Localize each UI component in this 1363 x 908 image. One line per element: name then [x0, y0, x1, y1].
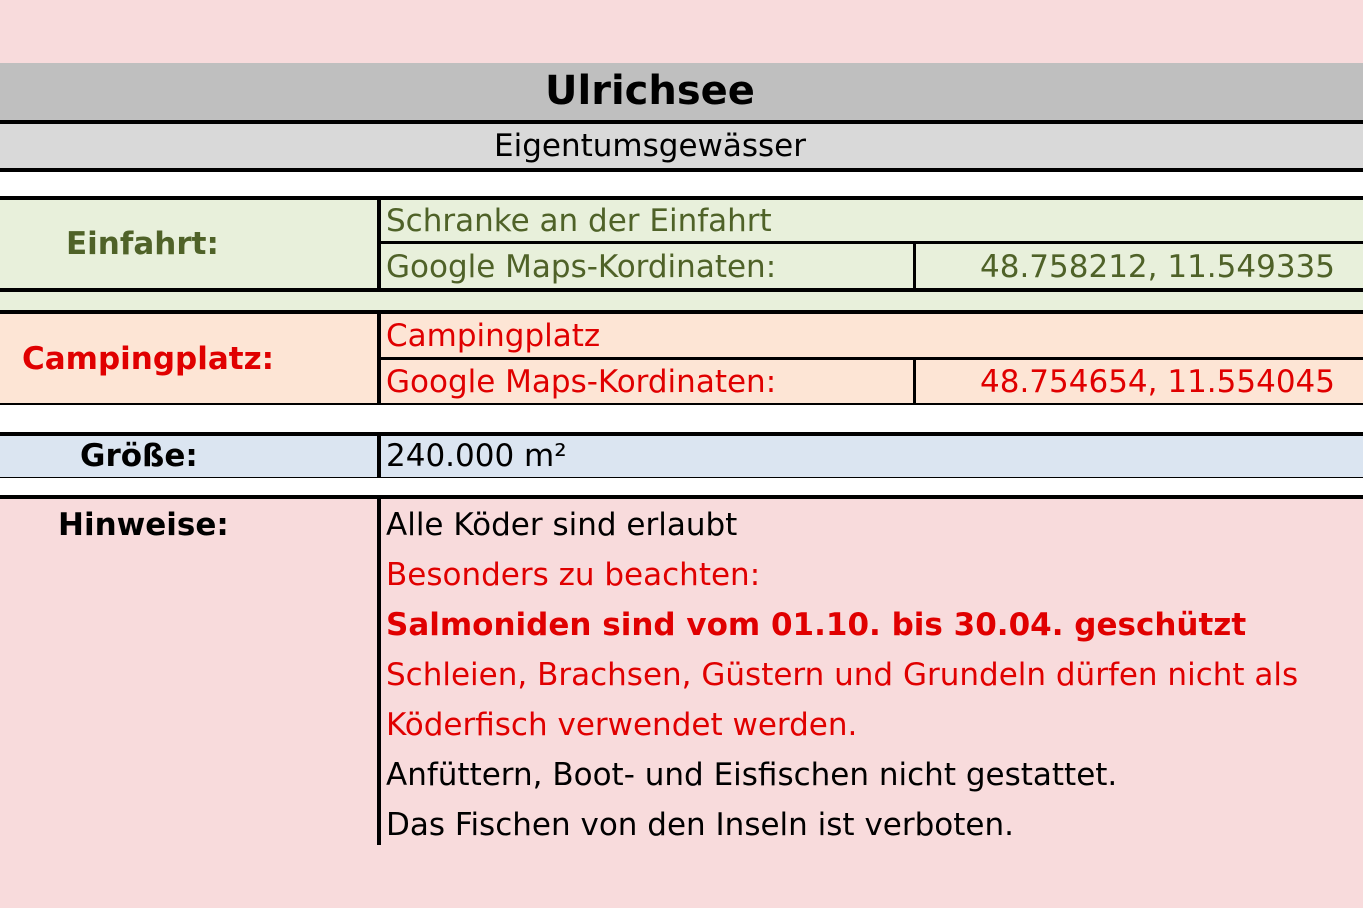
einfahrt-coords-label: Google Maps-Kordinaten:: [386, 249, 777, 285]
divider: [0, 288, 1363, 292]
groesse-value: 240.000 m²: [386, 438, 567, 474]
einfahrt-coords-value: 48.758212, 11.549335: [980, 249, 1335, 285]
hinweis-line: Köderfisch verwendet werden.: [386, 707, 858, 743]
camping-label: Campingplatz:: [22, 341, 275, 377]
hinweis-line: Anfüttern, Boot- und Eisfischen nicht gestattet.: [386, 757, 1118, 793]
divider: [0, 495, 1363, 499]
groesse-section: [0, 436, 1363, 478]
spacer: [0, 172, 1363, 197]
einfahrt-label: Einfahrt:: [66, 226, 219, 262]
column-divider: [913, 359, 916, 405]
column-divider: [377, 432, 381, 480]
spacer: [0, 405, 1363, 433]
hinweis-line: Das Fischen von den Inseln ist verboten.: [386, 807, 1014, 843]
column-divider: [377, 495, 381, 845]
hinweis-line: Schleien, Brachsen, Güstern und Grundeln dürfen nicht als: [386, 657, 1299, 693]
hinweis-line: Besonders zu beachten:: [386, 557, 761, 593]
column-divider: [913, 243, 916, 290]
hinweis-line: Salmoniden sind vom 01.10. bis 30.04. geschützt: [386, 607, 1247, 643]
einfahrt-description: Schranke an der Einfahrt: [386, 203, 772, 239]
divider: [377, 241, 1363, 244]
spacer: [0, 293, 1363, 311]
page-title: Ulrichsee: [545, 68, 755, 114]
hinweis-line: Alle Köder sind erlaubt: [386, 507, 738, 543]
groesse-label: Größe:: [80, 438, 198, 474]
camping-coords-label: Google Maps-Kordinaten:: [386, 364, 777, 400]
camping-coords-value: 48.754654, 11.554045: [980, 364, 1335, 400]
hinweise-label: Hinweise:: [58, 507, 229, 543]
page-subtitle: Eigentumsgewässer: [494, 128, 806, 164]
camping-description: Campingplatz: [386, 318, 601, 354]
